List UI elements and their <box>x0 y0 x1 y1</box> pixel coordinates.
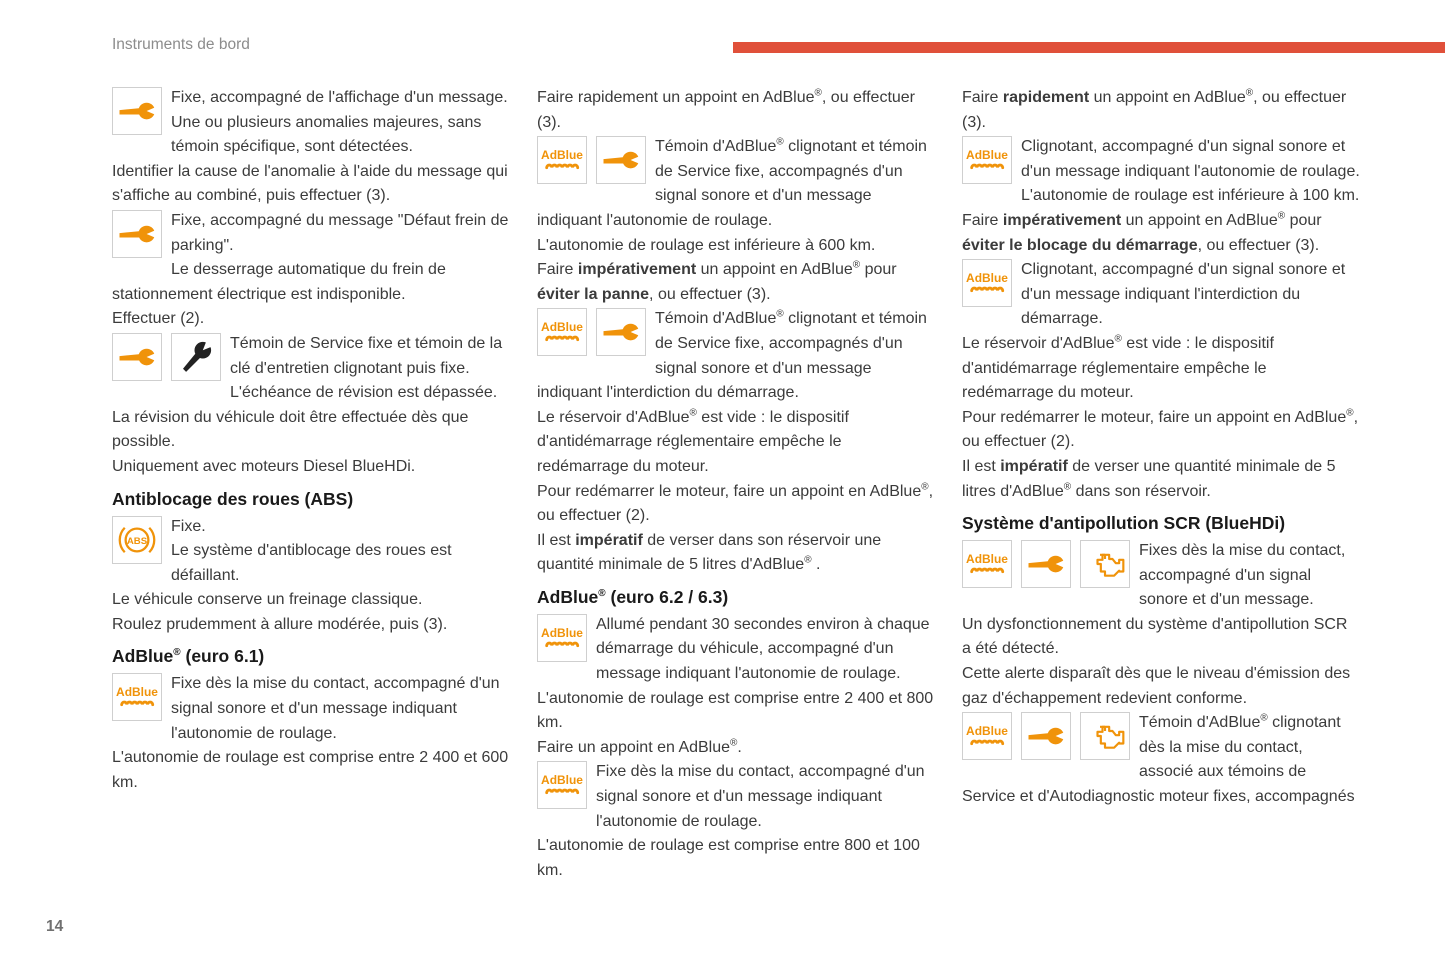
text: Le réservoir d'AdBlue® est vide : le dispositif d'antidémarrage réglementaire empêche le redémarrage du moteur. <box>537 407 849 475</box>
service-wrench-icon <box>112 87 162 135</box>
warning-light-group <box>537 614 587 662</box>
adblue-icon <box>537 308 587 356</box>
paragraph <box>537 406 935 480</box>
warning-light-group <box>537 136 646 184</box>
text: Le réservoir d'AdBlue® est vide : le dispositif d'antidémarrage réglementaire empêche le redémarrage du moteur. <box>962 333 1274 402</box>
text: L'autonomie de roulage est comprise entre 800 et 100 km. <box>537 837 920 879</box>
text: Témoin d'AdBlue® clignotant dès la mise du contact, associé aux témoins de Service et d'Autodiagnostic moteur fixes, accompagnés <box>962 712 1355 806</box>
warning-light-group <box>962 540 1130 588</box>
text: Fixe, accompagné du message "Défaut frein de parking". <box>171 211 509 254</box>
warning-light-group <box>112 516 162 564</box>
column-1 <box>112 86 510 883</box>
svg-text:AdBlue: AdBlue <box>541 773 583 788</box>
service-wrench-icon <box>1021 712 1071 760</box>
paragraph <box>537 86 935 135</box>
icon-paragraph <box>962 258 1360 332</box>
paragraph <box>112 258 510 307</box>
text: Fixes dès la mise du contact, accompagné d'un signal sonore et d'un message. <box>1139 542 1346 609</box>
svg-text:AdBlue: AdBlue <box>541 148 583 163</box>
page-title: Instruments de bord <box>112 36 250 53</box>
text: L'autonomie de roulage est inférieure à 600 km. <box>537 236 876 254</box>
svg-text:AdBlue: AdBlue <box>116 685 158 700</box>
engine-icon <box>1080 540 1130 588</box>
adblue-icon <box>962 136 1012 184</box>
paragraph <box>112 307 510 332</box>
text: Clignotant, accompagné d'un signal sonore et d'un message indiquant l'interdiction du démarrage. <box>1021 261 1346 328</box>
paragraph <box>112 160 510 209</box>
text: Fixe dès la mise du contact, accompagné d'un signal sonore et d'un message indiquant l'autonomie de roulage. <box>596 763 925 830</box>
text: Témoin d'AdBlue® clignotant et témoin de Service fixe, accompagnés d'un signal sonore et d'un message indiquant l'autonomie de roulage. <box>537 136 927 229</box>
warning-light-group <box>537 761 587 809</box>
content-columns <box>112 86 1360 883</box>
text: Cette alerte disparaît dès que le niveau d'émission des gaz d'échappement redevient conforme. <box>962 665 1351 707</box>
text: Clignotant, accompagné d'un signal sonore et d'un message indiquant l'autonomie de roulage. <box>1021 138 1360 180</box>
paragraph <box>112 746 510 795</box>
text: L'autonomie de roulage est comprise entre 2 400 et 600 km. <box>112 749 509 791</box>
text: Fixe, accompagné de l'affichage d'un message. <box>171 89 508 106</box>
text: Faire impérativement un appoint en AdBlue® pour éviter le blocage du démarrage, ou effectuer (3). <box>962 210 1322 254</box>
svg-text:AdBlue: AdBlue <box>966 552 1008 567</box>
text: Le desserrage automatique du frein de stationnement électrique est indisponible. <box>112 261 446 303</box>
paragraph <box>962 332 1360 406</box>
text: Pour redémarrer le moteur, faire un appoint en AdBlue®, ou effectuer (2). <box>537 481 934 525</box>
icon-paragraph <box>962 539 1360 613</box>
svg-text:AdBlue: AdBlue <box>541 625 583 640</box>
paragraph <box>112 111 510 160</box>
icon-paragraph <box>962 135 1360 184</box>
paragraph <box>962 455 1360 504</box>
paragraph <box>962 209 1360 258</box>
page-number: 14 <box>46 918 64 935</box>
text: Le véhicule conserve un freinage classique. <box>112 591 423 609</box>
paragraph <box>537 687 935 736</box>
paragraph <box>962 184 1360 209</box>
icon-paragraph <box>537 760 935 834</box>
text: Antiblocage des roues (ABS) <box>112 488 354 509</box>
text: Il est impératif de verser une quantité minimale de 5 litres d'AdBlue® dans son réservoir. <box>962 457 1336 500</box>
service-wrench-icon <box>1021 540 1071 588</box>
svg-text:AdBlue: AdBlue <box>966 148 1008 163</box>
paragraph <box>962 613 1360 662</box>
paragraph <box>962 662 1360 711</box>
icon-paragraph <box>112 332 510 381</box>
warning-light-group <box>112 210 162 258</box>
paragraph <box>112 613 510 638</box>
paragraph <box>537 736 935 761</box>
abs-icon <box>112 516 162 564</box>
text: Allumé pendant 30 secondes environ à chaque démarrage du véhicule, accompagné d'un message indiquant l'autonomie de roulage. <box>596 615 930 683</box>
icon-paragraph <box>112 86 510 111</box>
text: AdBlue® (euro 6.1) <box>112 646 265 667</box>
warning-light-group <box>962 136 1012 184</box>
text: AdBlue® (euro 6.2 / 6.3) <box>537 586 729 607</box>
paragraph <box>537 258 935 307</box>
paragraph <box>537 234 935 259</box>
text: Témoin de Service fixe et témoin de la clé d'entretien clignotant puis fixe. <box>230 334 503 377</box>
section-heading <box>962 511 1360 535</box>
column-3 <box>962 86 1360 883</box>
text: Témoin d'AdBlue® clignotant et témoin de Service fixe, accompagnés d'un signal sonore et d'un message indiquant l'interdiction du démarrage. <box>537 309 927 402</box>
warning-light-group <box>537 308 646 356</box>
adblue-icon <box>112 673 162 721</box>
section-heading <box>112 487 510 511</box>
adblue-icon <box>962 712 1012 760</box>
adblue-icon <box>537 136 587 184</box>
text: L'échéance de révision est dépassée. <box>230 384 498 402</box>
warning-light-group <box>112 673 162 721</box>
text: Fixe dès la mise du contact, accompagné d'un signal sonore et d'un message indiquant l'autonomie de roulage. <box>171 675 500 742</box>
text: Une ou plusieurs anomalies majeures, sans témoin spécifique, sont détectées. <box>171 113 482 156</box>
svg-text:AdBlue: AdBlue <box>541 320 583 335</box>
warning-light-group <box>962 712 1130 760</box>
adblue-icon <box>537 761 587 809</box>
icon-paragraph <box>112 672 510 746</box>
icon-paragraph <box>537 135 935 233</box>
icon-paragraph <box>537 613 935 687</box>
text: Roulez prudemment à allure modérée, puis (3). <box>112 615 448 633</box>
svg-text:ABS: ABS <box>126 535 148 547</box>
section-heading <box>537 585 935 609</box>
header-accent-bar <box>733 42 1445 53</box>
section-heading <box>112 644 510 668</box>
warning-light-group <box>112 87 162 135</box>
text: Fixe. Le système d'antiblocage des roues est défaillant. <box>171 517 452 584</box>
text: Effectuer (2). <box>112 310 205 328</box>
paragraph <box>537 480 935 529</box>
column-2 <box>537 86 935 883</box>
icon-paragraph <box>112 209 510 258</box>
service-wrench-icon <box>596 308 646 356</box>
paragraph <box>962 86 1360 135</box>
text: Il est impératif de verser dans son réservoir une quantité minimale de 5 litres d'AdBlue® . <box>537 531 882 574</box>
text: Faire un appoint en AdBlue®. <box>537 737 742 756</box>
service-wrench-icon <box>112 210 162 258</box>
icon-paragraph <box>537 307 935 405</box>
maintenance-wrench-icon <box>171 333 221 381</box>
warning-light-group <box>112 333 221 381</box>
service-wrench-icon <box>596 136 646 184</box>
adblue-icon <box>537 614 587 662</box>
paragraph <box>112 406 510 455</box>
warning-light-group <box>962 259 1012 307</box>
icon-paragraph <box>112 515 510 589</box>
text: L'autonomie de roulage est inférieure à 100 km. <box>1021 187 1360 205</box>
text: L'autonomie de roulage est comprise entre 2 400 et 800 km. <box>537 689 934 732</box>
paragraph <box>537 834 935 883</box>
paragraph <box>962 406 1360 455</box>
engine-icon <box>1080 712 1130 760</box>
text: Faire rapidement un appoint en AdBlue®, ou effectuer (3). <box>537 87 916 131</box>
paragraph <box>112 455 510 480</box>
paragraph <box>537 529 935 578</box>
text: Un dysfonctionnement du système d'antipollution SCR a été détecté. <box>962 615 1348 658</box>
text: Identifier la cause de l'anomalie à l'aide du message qui s'affiche au combiné, puis effectuer (3). <box>112 162 508 205</box>
text: Faire rapidement un appoint en AdBlue®, ou effectuer (3). <box>962 87 1347 131</box>
adblue-icon <box>962 540 1012 588</box>
icon-paragraph <box>962 711 1360 809</box>
text: Pour redémarrer le moteur, faire un appoint en AdBlue®, ou effectuer (2). <box>962 407 1359 451</box>
service-wrench-icon <box>112 333 162 381</box>
svg-text:AdBlue: AdBlue <box>966 724 1008 739</box>
text: Système d'antipollution SCR (BlueHDi) <box>962 513 1286 534</box>
text: Uniquement avec moteurs Diesel BlueHDi. <box>112 457 416 475</box>
text: Faire impérativement un appoint en AdBlue® pour éviter la panne, ou effectuer (3). <box>537 259 897 303</box>
svg-text:AdBlue: AdBlue <box>966 271 1008 286</box>
text: La révision du véhicule doit être effectuée dès que possible. <box>112 408 469 451</box>
paragraph <box>112 381 510 406</box>
adblue-icon <box>962 259 1012 307</box>
paragraph <box>112 588 510 613</box>
